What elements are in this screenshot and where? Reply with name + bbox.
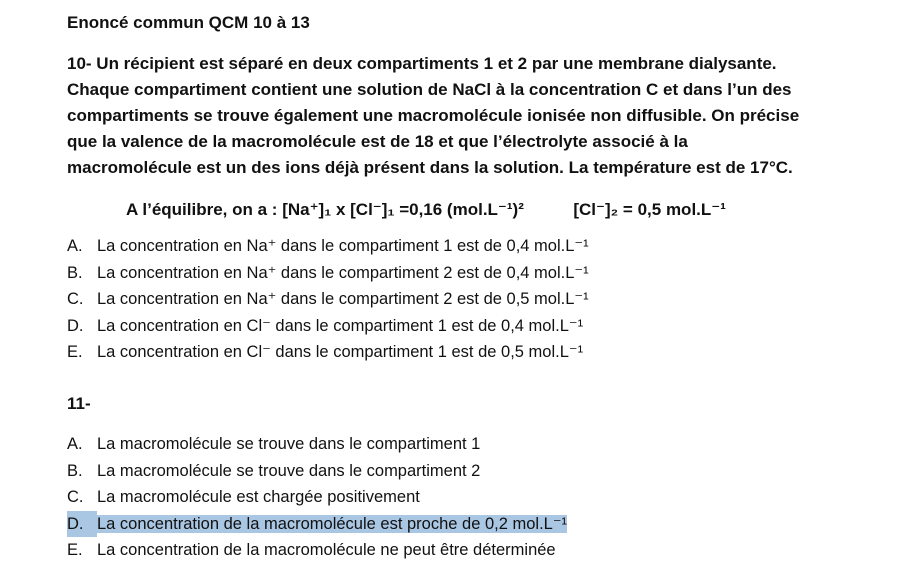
option-text: La concentration en Cl⁻ dans le compartiment 1 est de 0,4 mol.L⁻¹ <box>97 316 584 335</box>
option-letter: B. <box>67 263 83 282</box>
question-10-stem <box>67 51 827 181</box>
option-letter: E. <box>67 343 83 361</box>
stem-line: macromolécule est un des ions déjà présent dans la solution. La température est de 17°C. <box>67 158 793 177</box>
option-letter: E. <box>67 541 83 559</box>
option-text: La concentration en Na⁺ dans le compartiment 1 est de 0,4 mol.L⁻¹ <box>97 237 589 255</box>
option-text: La macromolécule se trouve dans le compartiment 2 <box>97 461 481 480</box>
option-letter: C. <box>67 290 84 308</box>
option-e[interactable] <box>67 537 567 564</box>
equilibrium-expression-2: [Cl⁻]₂ = 0,5 mol.L⁻¹ <box>573 200 726 219</box>
question-11-label: 11- <box>67 394 91 413</box>
option-d[interactable] <box>67 313 589 340</box>
option-text: La macromolécule se trouve dans le compartiment 1 <box>97 435 481 453</box>
option-a[interactable] <box>67 431 567 458</box>
option-letter: D. <box>67 511 97 538</box>
question-10-options <box>67 233 589 366</box>
option-letter: D. <box>67 316 84 335</box>
stem-line: compartiments se trouve également une macromolécule ionisée non diffusible. On précise <box>67 106 800 125</box>
option-text: La concentration en Na⁺ dans le compartiment 2 est de 0,5 mol.L⁻¹ <box>97 290 589 308</box>
option-text: La macromolécule est chargée positivement <box>97 488 420 506</box>
option-e[interactable] <box>67 339 589 366</box>
page-title: Enoncé commun QCM 10 à 13 <box>67 13 310 32</box>
option-letter: B. <box>67 461 83 480</box>
equilibrium-statement <box>126 200 726 220</box>
option-d-highlighted[interactable] <box>67 511 567 538</box>
option-text: La concentration en Na⁺ dans le compartiment 2 est de 0,4 mol.L⁻¹ <box>97 263 589 282</box>
question-11-options <box>67 431 567 564</box>
selected-option-text[interactable]: La concentration de la macromolécule est proche de 0,2 mol.L⁻¹ <box>97 514 568 533</box>
stem-line: que la valence de la macromolécule est de 18 et que l’électrolyte associé à la <box>67 132 688 151</box>
stem-line: 10- Un récipient est séparé en deux compartiments 1 et 2 par une membrane dialysante. <box>67 54 777 73</box>
option-text: La concentration de la macromolécule ne peut être déterminée <box>97 541 556 559</box>
option-c[interactable] <box>67 286 589 313</box>
equilibrium-prefix: A l’équilibre, on a : <box>126 200 278 219</box>
option-letter: A. <box>67 237 83 255</box>
option-letter: C. <box>67 488 84 506</box>
option-text: La concentration en Cl⁻ dans le compartiment 1 est de 0,5 mol.L⁻¹ <box>97 343 584 361</box>
equilibrium-expression-1: [Na⁺]₁ x [Cl⁻]₁ =0,16 (mol.L⁻¹)² <box>282 200 524 219</box>
option-c[interactable] <box>67 484 567 511</box>
stem-line: Chaque compartiment contient une solution de NaCl à la concentration C et dans l’un des <box>67 80 792 99</box>
option-letter: A. <box>67 435 83 453</box>
option-b[interactable] <box>67 458 567 485</box>
option-a[interactable] <box>67 233 589 260</box>
option-b[interactable] <box>67 260 589 287</box>
